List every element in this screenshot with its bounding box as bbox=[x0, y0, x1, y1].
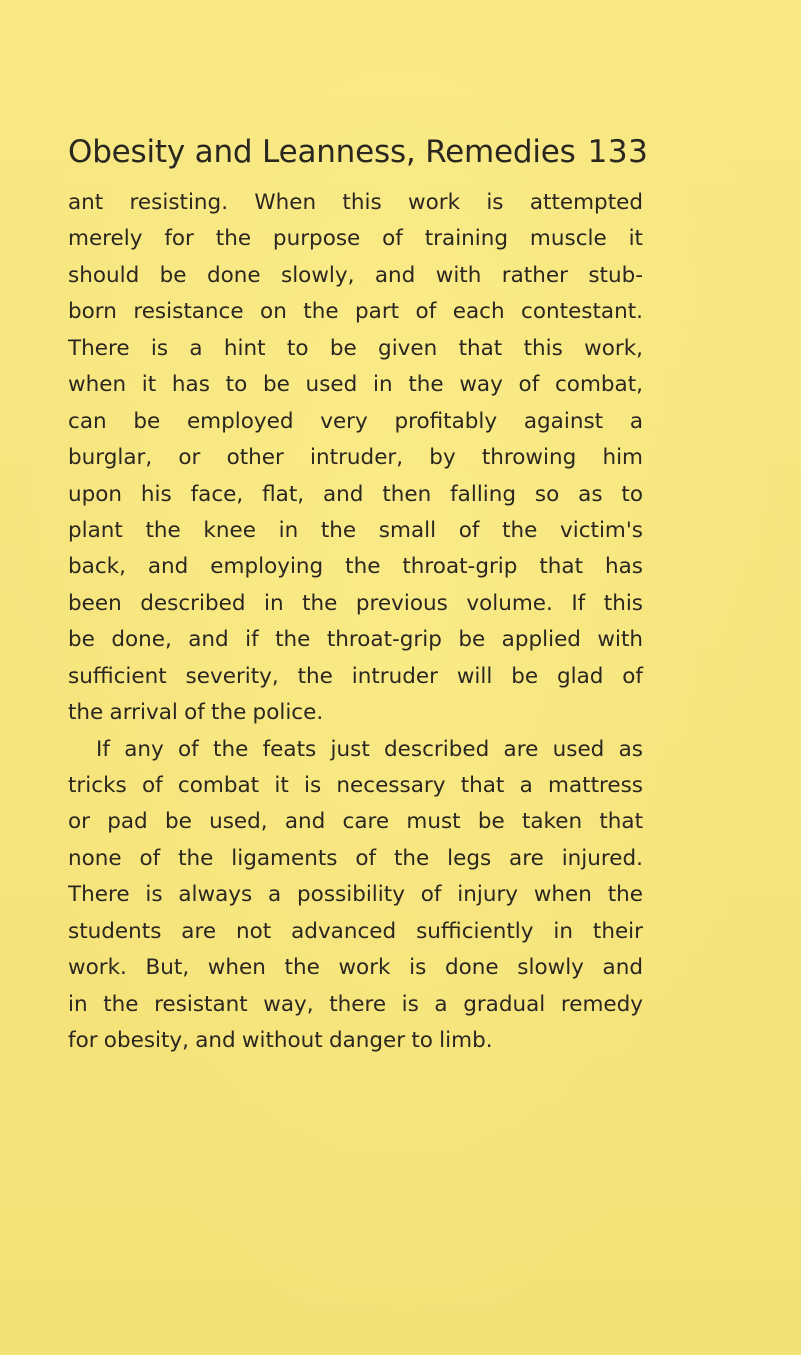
text-line: students are not advanced sufficiently in their bbox=[68, 918, 643, 944]
text-line: the arrival of the police. bbox=[68, 700, 324, 726]
text-line: be done, and if the throat-grip be applied with bbox=[68, 627, 643, 653]
running-head-title: Obesity and Leanness, Remedies bbox=[68, 134, 576, 170]
text-line: can be employed very profitably against a bbox=[68, 408, 643, 434]
text-line: or pad be used, and care must be taken that bbox=[68, 809, 643, 835]
text-line: work. But, when the work is done slowly and bbox=[68, 955, 643, 981]
paragraph-2 bbox=[68, 732, 643, 1060]
page-number: 133 bbox=[587, 134, 649, 170]
text-line: born resistance on the part of each contestant. bbox=[68, 299, 643, 325]
paragraph-1 bbox=[68, 185, 643, 732]
text-line: plant the knee in the small of the victim's bbox=[68, 517, 643, 543]
text-line: for obesity, and without danger to limb. bbox=[68, 1028, 493, 1054]
text-line: been described in the previous volume. If this bbox=[68, 590, 643, 616]
text-line: If any of the feats just described are used as bbox=[96, 736, 643, 762]
text-line: burglar, or other intruder, by throwing him bbox=[68, 445, 643, 471]
text-line: back, and employing the throat-grip that has bbox=[68, 554, 643, 580]
text-line: There is always a possibility of injury when the bbox=[68, 882, 643, 908]
text-line: when it has to be used in the way of combat, bbox=[68, 372, 643, 398]
text-line: in the resistant way, there is a gradual remedy bbox=[68, 991, 643, 1017]
body-text bbox=[68, 185, 643, 1060]
text-line: There is a hint to be given that this work, bbox=[68, 335, 643, 361]
text-line: tricks of combat it is necessary that a mattress bbox=[68, 773, 643, 798]
running-head bbox=[68, 128, 668, 176]
text-line: ant resisting. When this work is attempted bbox=[68, 190, 643, 215]
text-line: should be done slowly, and with rather stub- bbox=[68, 262, 643, 288]
text-line: upon his face, flat, and then falling so as to bbox=[68, 481, 643, 507]
text-line: sufficient severity, the intruder will be glad of bbox=[68, 663, 643, 689]
text-line: merely for the purpose of training muscle it bbox=[68, 226, 643, 252]
text-line: none of the ligaments of the legs are injured. bbox=[68, 845, 643, 871]
